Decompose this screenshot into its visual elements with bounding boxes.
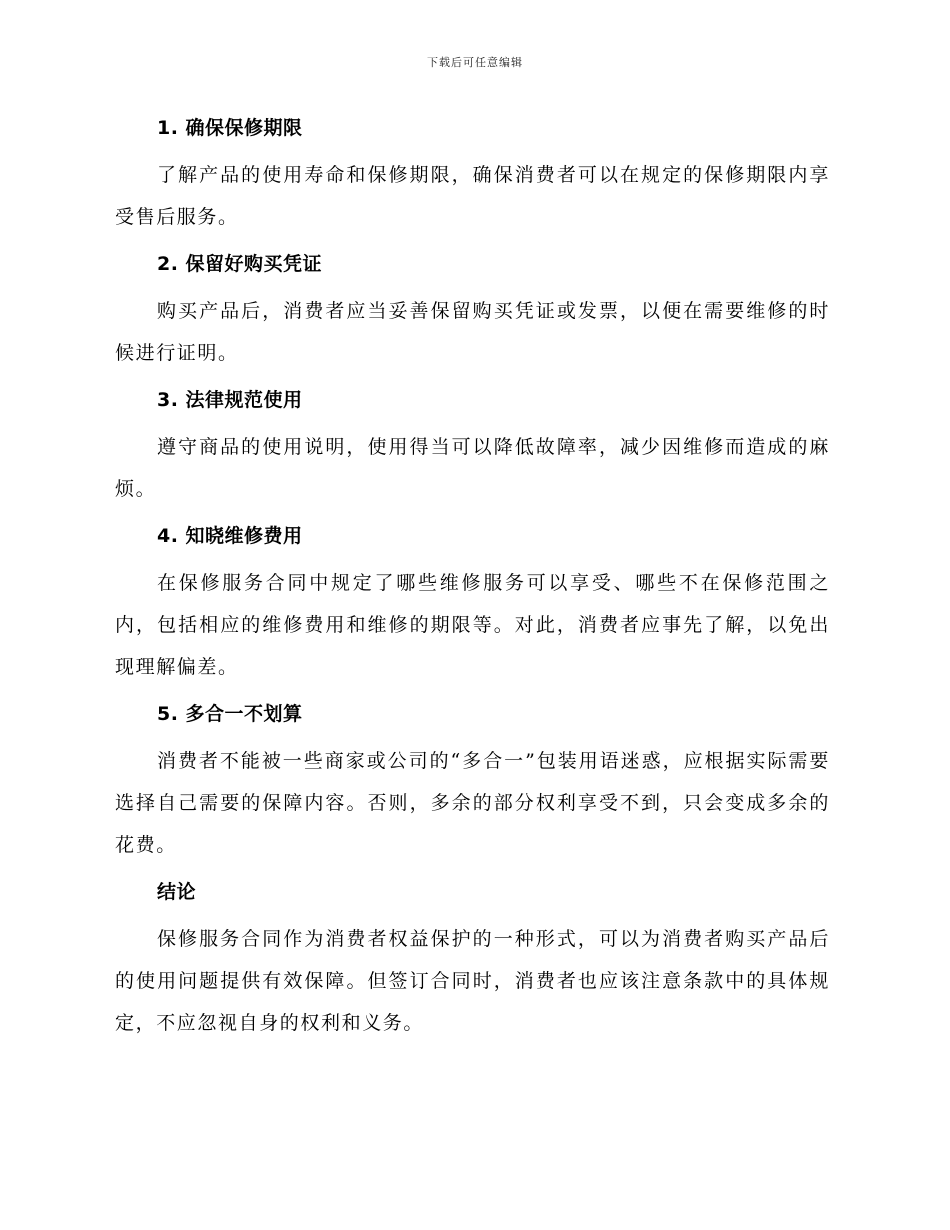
section-heading: 结论: [157, 881, 197, 903]
section-warranty-period: [115, 108, 830, 238]
section-paragraph: 购买产品后，消费者应当妥善保留购买凭证或发票，以便在需要维修的时候进行证明。: [115, 300, 830, 364]
document-body: [115, 108, 830, 1050]
section-bundle-warning: [115, 694, 830, 866]
section-paragraph: 了解产品的使用寿命和保修期限，确保消费者可以在规定的保修期限内享受售后服务。: [115, 164, 830, 228]
section-heading: 2. 保留好购买凭证: [157, 253, 323, 275]
section-repair-costs: [115, 516, 830, 688]
section-paragraph: 消费者不能被一些商家或公司的“多合一”包装用语迷惑，应根据实际需要选择自己需要的保障内容。否则，多余的部分权利享受不到，只会变成多余的花费。: [115, 750, 830, 856]
section-paragraph: 在保修服务合同中规定了哪些维修服务可以享受、哪些不在保修范围之内，包括相应的维修费用和维修的期限等。对此，消费者应事先了解，以免出现理解偏差。: [115, 572, 830, 678]
section-conclusion: [115, 872, 830, 1044]
section-purchase-proof: [115, 244, 830, 374]
page-header: 下载后可任意编辑: [427, 56, 523, 69]
section-heading: 5. 多合一不划算: [157, 703, 303, 725]
section-heading: 3. 法律规范使用: [157, 389, 303, 411]
section-proper-use: [115, 380, 830, 510]
section-paragraph: 保修服务合同作为消费者权益保护的一种形式，可以为消费者购买产品后的使用问题提供有效保障。但签订合同时，消费者也应该注意条款中的具体规定，不应忽视自身的权利和义务。: [115, 928, 830, 1034]
section-heading: 4. 知晓维修费用: [157, 525, 303, 547]
section-heading: 1. 确保保修期限: [157, 117, 303, 139]
section-paragraph: 遵守商品的使用说明，使用得当可以降低故障率，减少因维修而造成的麻烦。: [115, 436, 830, 500]
